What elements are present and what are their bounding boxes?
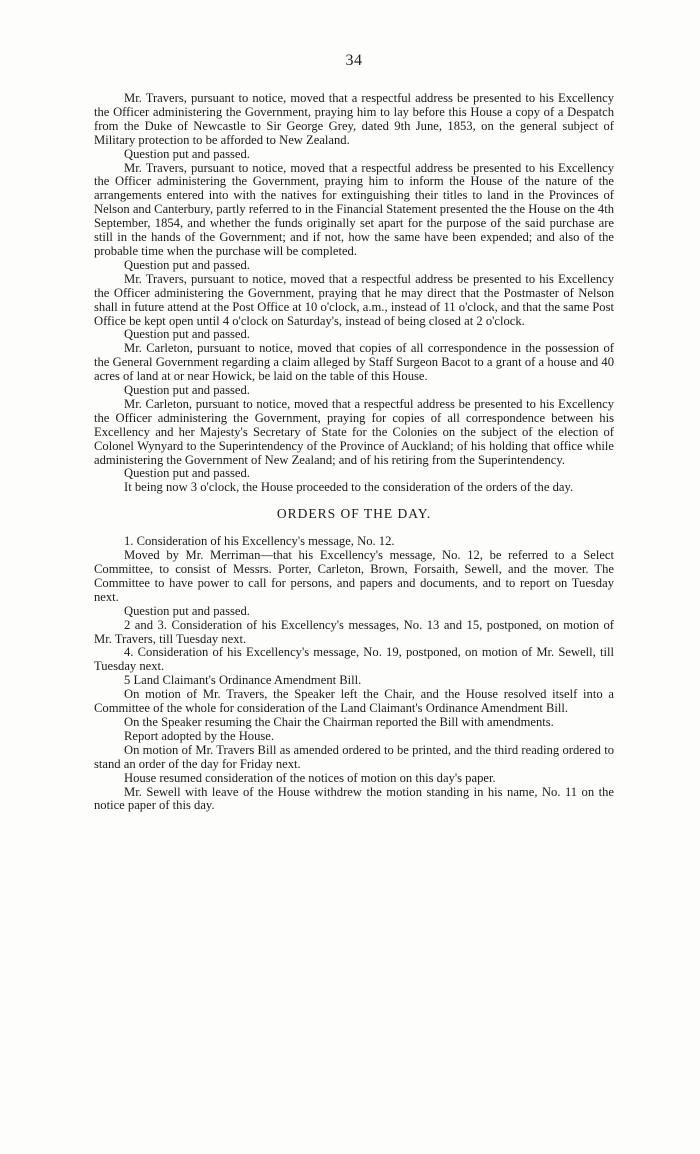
paragraph: Question put and passed.: [124, 146, 250, 161]
paragraph: Mr. Sewell with leave of the House withdrew the motion standing in his name, No. 11 on the notice paper of this day.: [94, 784, 614, 813]
paragraph: 5 Land Claimant's Ordinance Amendment Bill.: [124, 673, 362, 688]
paragraph: It being now 3 o'clock, the House proceeded to the consideration of the orders of the day.: [124, 480, 574, 495]
paragraph: Mr. Travers, pursuant to notice, moved that a respectful address be presented to his Excellency the Officer administering the Government, praying him to inform the House of the nature of the arrangements entered into with the natives for extinguishing their titles to land in the Provinces of Nelson and Canterbury, partly referred to in the Financial Statement presented the the House on the 4th September, 1854, and whether the funds originally set apart for the purpose of the said purchase are still in the hands of the Government; and if not, how the same have been expended; and also of the probable time when the purchase will be completed.: [94, 160, 614, 258]
paragraph: Question put and passed.: [124, 327, 250, 342]
paragraph: 1. Consideration of his Excellency's message, No. 12.: [124, 534, 395, 549]
paragraph: Question put and passed.: [124, 383, 250, 398]
paragraph: Question put and passed.: [124, 603, 250, 618]
paragraph: Mr. Travers, pursuant to notice, moved that a respectful address be presented to his Excellency the Officer administering the Government, praying that he may direct that the Postmaster of Nelson shall in future attend at the Post Office at 10 o'clock, a.m., instead of 11 o'clock, and that the same Post Office be kept open until 4 o'clock on Saturday's, instead of being closed at 2 o'clock.: [94, 271, 614, 328]
paragraph: Report adopted by the House.: [124, 728, 275, 743]
section-heading: ORDERS OF THE DAY.: [276, 506, 432, 522]
paragraph: On motion of Mr. Travers, the Speaker left the Chair, and the House resolved itself into a Committee of the whole for consideration of the Land Claimant's Ordinance Amendment Bill.: [94, 687, 614, 716]
paragraph: House resumed consideration of the notices of motion on this day's paper.: [124, 770, 496, 785]
paragraph: On motion of Mr. Travers Bill as amended ordered to be printed, and the third reading ordered to stand an order of the day for Friday next.: [94, 742, 614, 771]
paragraph: Mr. Carleton, pursuant to notice, moved that a respectful address be presented to his Excellency the Officer administering the Government, praying for copies of all correspondence between his Excellency and her Majesty's Secretary of State for the Colonies on the subject of the election of Colonel Wynyard to the Superintendency of the Province of Auckland; of his holding that office while administering the Government of New Zealand; and of his retiring from the Superintendency.: [94, 396, 614, 467]
paragraph: On the Speaker resuming the Chair the Chairman reported the Bill with amendments.: [124, 714, 554, 729]
paragraph: Question put and passed.: [124, 257, 250, 272]
paragraph: 2 and 3. Consideration of his Excellency's messages, No. 13 and 15, postponed, on motion of Mr. Travers, till Tuesday next.: [94, 617, 614, 646]
paragraph: Moved by Mr. Merriman—that his Excellency's message, No. 12, be referred to a Select Committee, to consist of Messrs. Porter, Carleton, Brown, Forsaith, Sewell, and the mover. The Committee to have power to call for persons, and papers and documents, and to report on Tuesday next.: [94, 548, 614, 604]
paragraph: Mr. Travers, pursuant to notice, moved that a respectful address be presented to his Excellency the Officer administering the Government, praying him to lay before this House a copy of a Despatch from the Duke of Newcastle to Sir George Grey, dated 9th June, 1853, on the general subject of Military protection to be afforded to New Zealand.: [94, 91, 614, 147]
paragraph: Mr. Carleton, pursuant to notice, moved that copies of all correspondence in the possession of the General Government regarding a claim alleged by Staff Surgeon Bacot to a grant of a house and 40 acres of land at or near Howick, be laid on the table of this House.: [94, 341, 614, 384]
page-number: 34: [345, 52, 363, 69]
paragraph: 4. Consideration of his Excellency's message, No. 19, postponed, on motion of Mr. Sewell, till Tuesday next.: [94, 645, 614, 674]
proceedings-text: [94, 92, 614, 813]
paragraph: Question put and passed.: [124, 466, 250, 481]
